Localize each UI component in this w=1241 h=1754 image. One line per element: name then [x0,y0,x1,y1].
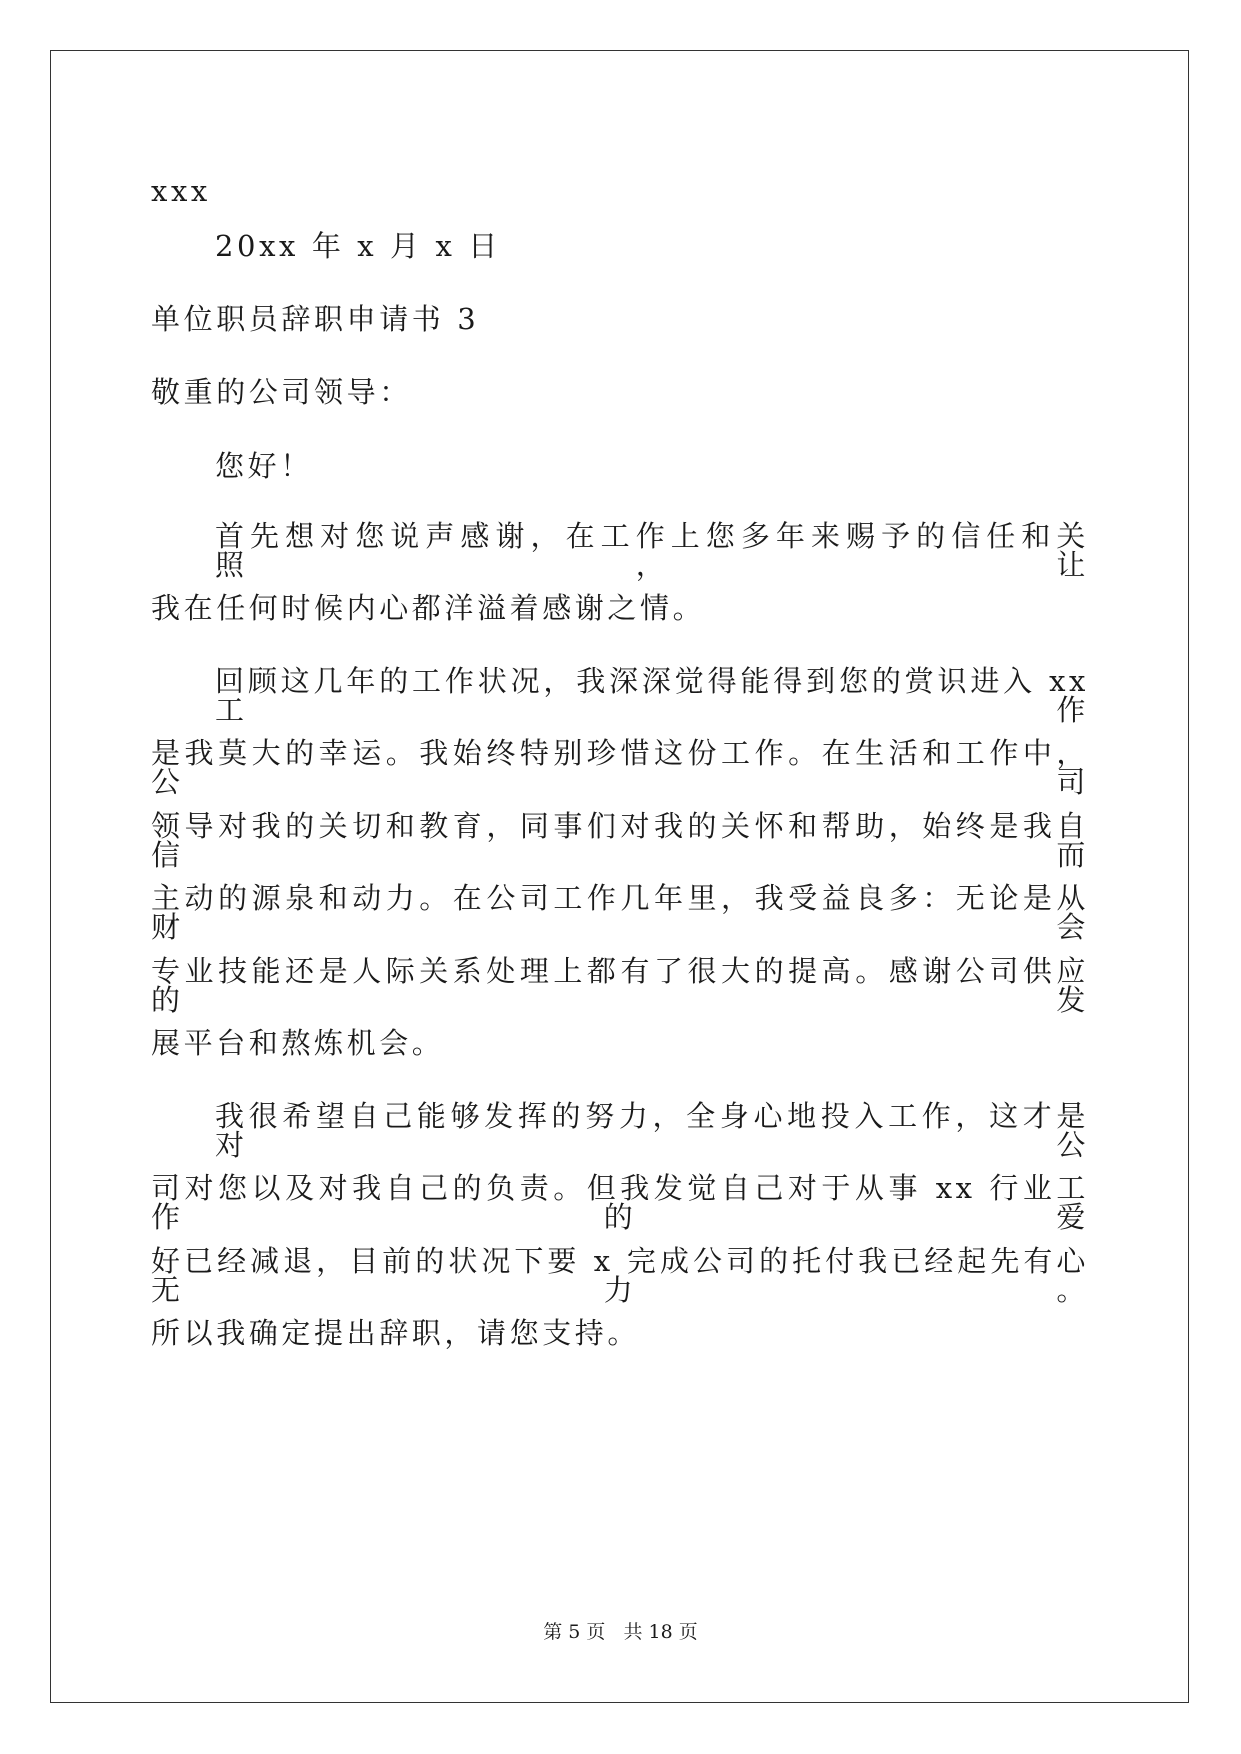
paragraph-2-line-3: 领导对我的关切和教育，同事们对我的关怀和帮助，始终是我自信而 [151,809,1089,872]
paragraph-2-line-6: 展平台和熬炼机会。 [151,1026,445,1060]
signature-name: xxx [151,174,211,208]
paragraph-1-line-1: 首先想对您说声感谢，在工作上您多年来赐予的信任和关照，让 [215,519,1089,582]
page-frame [50,50,1189,1703]
letter-title: 单位职员辞职申请书 3 [151,302,480,336]
paragraph-2-line-4: 主动的源泉和动力。在公司工作几年里，我受益良多：无论是从财会 [151,881,1089,944]
paragraph-2-line-5: 专业技能还是人际关系处理上都有了很大的提高。感谢公司供应的发 [151,954,1089,1017]
paragraph-2-line-1: 回顾这几年的工作状况，我深深觉得能得到您的赏识进入 xx 工作 [215,664,1089,727]
paragraph-1-line-2: 我在任何时候内心都洋溢着感谢之情。 [151,591,706,625]
paragraph-3-line-4: 所以我确定提出辞职，请您支持。 [151,1316,641,1350]
page-number: 第 5 页 [543,1621,606,1643]
page-total: 共 18 页 [623,1621,698,1643]
paragraph-3-line-3: 好已经减退，目前的状况下要 x 完成公司的托付我已经起先有心无力。 [151,1244,1089,1307]
paragraph-2-line-2: 是我莫大的幸运。我始终特别珍惜这份工作。在生活和工作中，公司 [151,736,1089,799]
paragraph-3-line-1: 我很希望自己能够发挥的努力，全身心地投入工作，这才是对公 [215,1099,1089,1162]
salutation: 敬重的公司领导： [151,375,412,409]
date-line: 20xx 年 x 月 x 日 [215,229,501,263]
greeting: 您好！ [215,449,313,483]
page-footer [0,1617,1241,1644]
paragraph-3-line-2: 司对您以及对我自己的负责。但我发觉自己对于从事 xx 行业工作的爱 [151,1171,1089,1234]
